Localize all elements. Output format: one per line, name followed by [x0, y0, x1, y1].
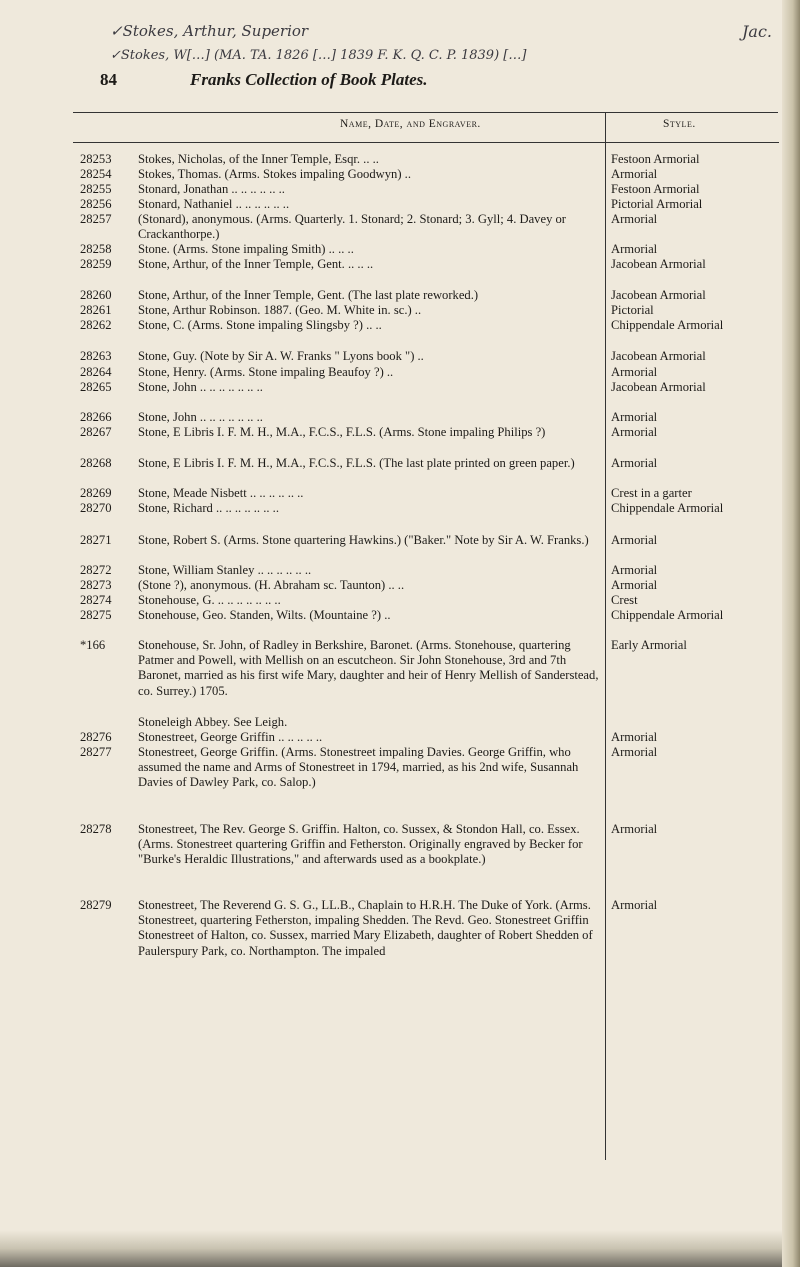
entry-style: Chippendale Armorial — [611, 318, 724, 332]
entry-number: 28263 — [80, 349, 112, 363]
entry-style: Jacobean Armorial — [611, 257, 706, 271]
entry-style: Festoon Armorial — [611, 152, 700, 166]
entry-number: 28268 — [80, 456, 112, 470]
handwritten-note-right: Jac. — [742, 22, 772, 41]
entry-text: Stonestreet, The Rev. George S. Griffin. Halton, co. Sussex, & Stondon Hall, co. Essex. (Arms. Stonestreet quartering Griffin and Fetherston. Originally engraved by Becker for "Burke's Heraldic Illustrations," and afterwards used as a bookplate.) — [138, 822, 583, 867]
entry-style: Armorial — [611, 822, 658, 836]
entry-number: 28265 — [80, 380, 112, 394]
entry-style: Pictorial Armorial — [611, 197, 703, 211]
entry-number: 28258 — [80, 242, 112, 256]
entry-text: Stone, Arthur, of the Inner Temple, Gent. .. .. .. — [138, 257, 374, 271]
column-header-style: Style. — [663, 118, 696, 130]
entry-number: 28260 — [80, 288, 112, 302]
entry-text: Stone. (Arms. Stone impaling Smith) .. .. .. — [138, 242, 354, 256]
entry-number: 28273 — [80, 578, 112, 592]
entry-number: 28274 — [80, 593, 112, 607]
entry-text: Stone, William Stanley .. .. .. .. .. .. — [138, 563, 312, 577]
entry-number: 28254 — [80, 167, 112, 181]
entry-style: Jacobean Armorial — [611, 380, 706, 394]
entry-text: Stone, Henry. (Arms. Stone impaling Beaufoy ?) .. — [138, 365, 394, 379]
entry-style: Armorial — [611, 365, 658, 379]
page-right-edge — [782, 0, 800, 1267]
entry-style: Festoon Armorial — [611, 182, 700, 196]
entry-number: 28255 — [80, 182, 112, 196]
entry-text: Stonard, Nathaniel .. .. .. .. .. .. — [138, 197, 290, 211]
entry-number: 28279 — [80, 898, 112, 912]
entry-style: Armorial — [611, 745, 658, 759]
entry-number: 28269 — [80, 486, 112, 500]
entry-style: Armorial — [611, 167, 658, 181]
entry-text: Stone, Guy. (Note by Sir A. W. Franks " Lyons book ") .. — [138, 349, 424, 363]
entry-text: Stone, John .. .. .. .. .. .. .. — [138, 410, 263, 424]
entry-number: 28253 — [80, 152, 112, 166]
entry-number: 28272 — [80, 563, 112, 577]
entry-style: Armorial — [611, 533, 658, 547]
entry-style: Armorial — [611, 410, 658, 424]
handwritten-note-line2: ✓Stokes, W[…] (MA. TA. 1826 […] 1839 F. K. Q. C. P. 1839) […] — [110, 48, 527, 63]
entry-style: Chippendale Armorial — [611, 501, 724, 515]
entry-number: 28266 — [80, 410, 112, 424]
column-divider — [605, 112, 606, 1160]
entry-number: 28262 — [80, 318, 112, 332]
entry-style: Early Armorial — [611, 638, 687, 652]
header-rule — [73, 142, 779, 143]
page-number: 84 — [100, 70, 117, 89]
entry-style: Crest in a garter — [611, 486, 692, 500]
entry-number: 28278 — [80, 822, 112, 836]
entry-text: Stonehouse, Geo. Standen, Wilts. (Mountaine ?) .. — [138, 608, 391, 622]
entry-text: Stokes, Thomas. (Arms. Stokes impaling Goodwyn) .. — [138, 167, 411, 181]
entry-style: Armorial — [611, 578, 658, 592]
entry-text: Stonestreet, George Griffin. (Arms. Stonestreet impaling Davies. George Griffin, who assumed the name and Arms of Stonestreet in 1794, married, as his 2nd wife, Susannah Davies of Dawley Park, co. Salop.) — [138, 745, 579, 790]
entry-text: Stonehouse, Sr. John, of Radley in Berkshire, Baronet. (Arms. Stonehouse, quartering Patmer and Powell, with Mellish on an escutcheon. Sir John Stonehouse, 3rd and 7th Baronet, married as his first wife Mary, daughter and heir of Henry Mellish of Sanderstead, co. Surrey.) 1705. — [138, 638, 599, 698]
entry-style: Pictorial — [611, 303, 654, 317]
handwritten-note-line1: ✓Stokes, Arthur, Superior — [110, 22, 309, 40]
entry-text: Stonestreet, George Griffin .. .. .. .. .. — [138, 730, 323, 744]
entry-number: 28261 — [80, 303, 112, 317]
entry-number: 28276 — [80, 730, 112, 744]
entry-text: Stone, Arthur Robinson. 1887. (Geo. M. White in. sc.) .. — [138, 303, 422, 317]
entry-number: *166 — [80, 638, 106, 652]
column-header-name: Name, Date, and Engraver. — [340, 118, 481, 130]
page-title: Franks Collection of Book Plates. — [190, 70, 428, 89]
entry-text: Stone, Robert S. (Arms. Stone quartering Hawkins.) ("Baker." Note by Sir A. W. Franks.) — [138, 533, 589, 547]
entry-number: 28267 — [80, 425, 112, 439]
entry-number: 28277 — [80, 745, 112, 759]
entry-style: Armorial — [611, 242, 658, 256]
entry-text: Stone, C. (Arms. Stone impaling Slingsby ?) .. .. — [138, 318, 382, 332]
entry-text: Stone, E Libris I. F. M. H., M.A., F.C.S., F.L.S. (The last plate printed on green paper.) — [138, 456, 575, 470]
entry-style: Armorial — [611, 730, 658, 744]
entry-number: 28270 — [80, 501, 112, 515]
page-bottom-edge — [0, 1230, 800, 1267]
entry-number: 28259 — [80, 257, 112, 271]
entry-style: Crest — [611, 593, 638, 607]
entry-text: Stokes, Nicholas, of the Inner Temple, Esqr. .. .. — [138, 152, 379, 166]
entry-number: 28275 — [80, 608, 112, 622]
entry-text: Stone, E Libris I. F. M. H., M.A., F.C.S., F.L.S. (Arms. Stone impaling Philips ?) — [138, 425, 546, 439]
entry-style: Armorial — [611, 898, 658, 912]
entry-style: Armorial — [611, 212, 658, 226]
entry-style: Armorial — [611, 563, 658, 577]
entry-text: (Stonard), anonymous. (Arms. Quarterly. 1. Stonard; 2. Stonard; 3. Gyll; 4. Davey or Crackanthorpe.) — [138, 212, 567, 242]
entry-text: (Stone ?), anonymous. (H. Abraham sc. Taunton) .. .. — [138, 578, 405, 592]
entry-text: Stonestreet, The Reverend G. S. G., LL.B., Chaplain to H.R.H. The Duke of York. (Arms. Stonestreet, quartering Fetherston, impaling Shedden. The Revd. Geo. Stonestreet Griffin Stonestreet of Halton, co. Sussex, married Mary Elizabeth, daughter of Robert Shedden of Paulerspury Park, co. Northampton. The impaled — [138, 898, 593, 958]
entry-style: Armorial — [611, 425, 658, 439]
entry-style: Jacobean Armorial — [611, 288, 706, 302]
entry-text: Stone, Meade Nisbett .. .. .. .. .. .. — [138, 486, 304, 500]
entry-number: 28264 — [80, 365, 112, 379]
entry-text: Stone, John .. .. .. .. .. .. .. — [138, 380, 263, 394]
entry-text: Stoneleigh Abbey. See Leigh. — [138, 715, 288, 729]
entry-text: Stonard, Jonathan .. .. .. .. .. .. — [138, 182, 285, 196]
entry-style: Armorial — [611, 456, 658, 470]
entry-text: Stone, Arthur, of the Inner Temple, Gent. (The last plate reworked.) — [138, 288, 479, 302]
entry-style: Jacobean Armorial — [611, 349, 706, 363]
entry-style: Chippendale Armorial — [611, 608, 724, 622]
entry-number: 28271 — [80, 533, 112, 547]
entry-number: 28257 — [80, 212, 112, 226]
entry-text: Stone, Richard .. .. .. .. .. .. .. — [138, 501, 279, 515]
entry-text: Stonehouse, G. .. .. .. .. .. .. .. — [138, 593, 281, 607]
entry-number: 28256 — [80, 197, 112, 211]
